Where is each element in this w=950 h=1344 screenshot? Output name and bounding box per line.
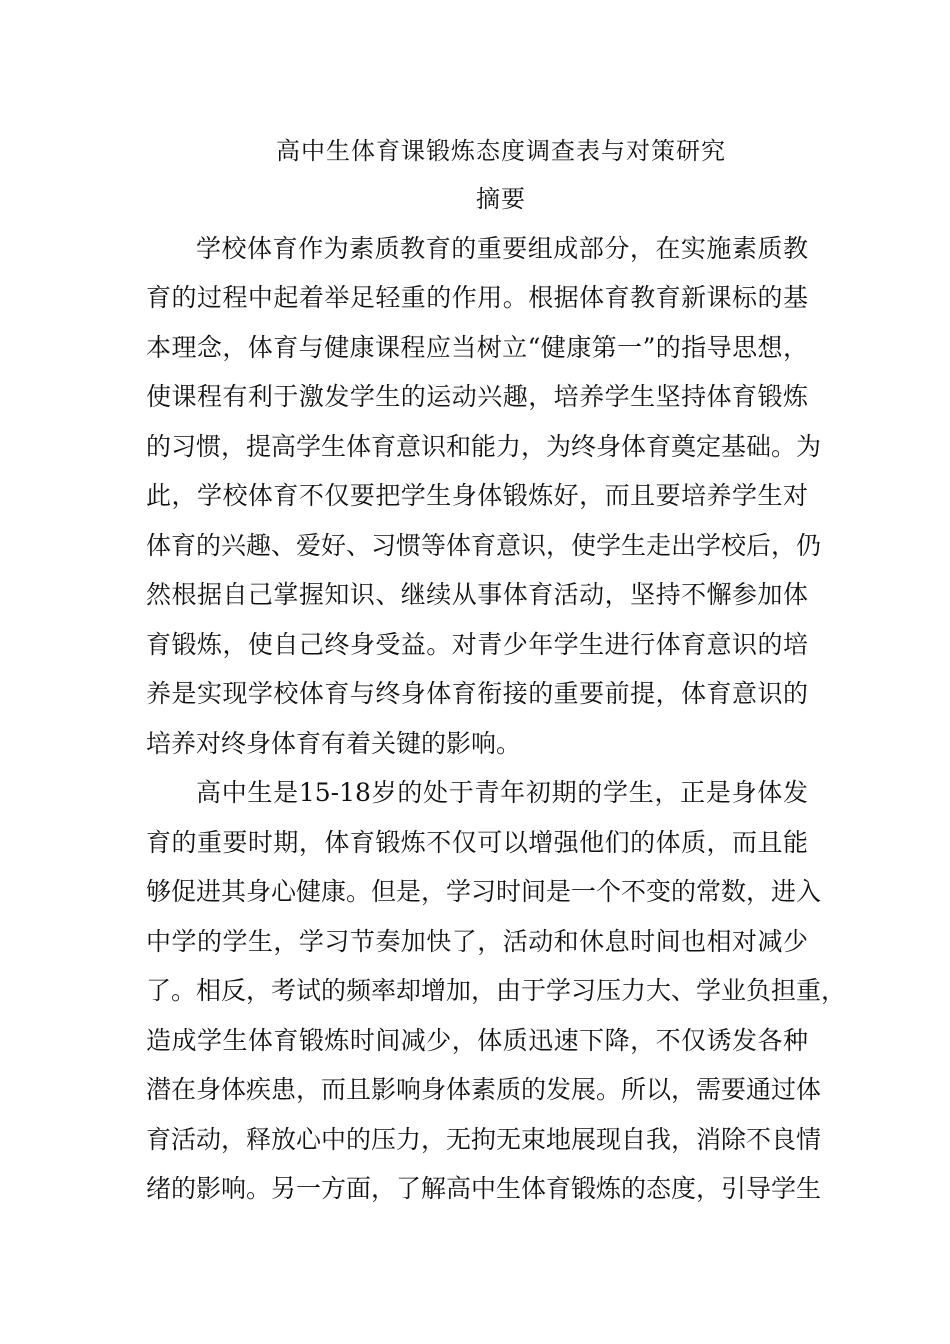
- paragraph-1-line-11: 培养对终身体育有着关键的影响。: [146, 729, 522, 758]
- paragraph-1-line-10: 养是实现学校体育与终身体育衔接的重要前提，体育意识的: [146, 679, 808, 708]
- document-title: 高中生体育课锻炼态度调查表与对策研究: [276, 137, 726, 165]
- paragraph-2-line-1: 高中生是15-18岁的处于青年初期的学生，正是身体发: [196, 778, 808, 807]
- paragraph-2-line-2: 育的重要时期，体育锻炼不仅可以增强他们的体质，而且能: [146, 828, 808, 857]
- paragraph-2-line-6: 造成学生体育锻炼时间减少，体质迅速下降，不仅诱发各种: [146, 1026, 808, 1055]
- paragraph-1-line-9: 育锻炼，使自己终身受益。对青少年学生进行体育意识的培: [146, 630, 808, 659]
- paragraph-1-line-7: 体育的兴趣、爱好、习惯等体育意识，使学生走出学校后，仍: [146, 531, 822, 560]
- paragraph-2-line-5: 了。相反，考试的频率却增加，由于学习压力大、学业负担重，: [146, 976, 847, 1005]
- paragraph-2-line-4: 中学的学生，学习节奏加快了，活动和休息时间也相对减少: [146, 927, 808, 956]
- paragraph-1-line-6: 此，学校体育不仅要把学生身体锻炼好，而且要培养学生对: [146, 481, 808, 510]
- paragraph-1-line-4: 使课程有利于激发学生的运动兴趣，培养学生坚持体育锻炼: [146, 382, 808, 411]
- paragraph-1-line-2: 育的过程中起着举足轻重的作用。根据体育教育新课标的基: [146, 283, 808, 312]
- paragraph-2-line-9: 绪的影响。另一方面，了解高中生体育锻炼的态度，引导学生: [146, 1174, 822, 1203]
- paragraph-2-line-7: 潜在身体疾患，而且影响身体素质的发展。所以，需要通过体: [146, 1075, 822, 1104]
- abstract-heading: 摘要: [476, 185, 526, 213]
- paragraph-1-line-5: 的习惯，提高学生体育意识和能力，为终身体育奠定基础。为: [146, 432, 822, 461]
- paragraph-1-line-8: 然根据自己掌握知识、继续从事体育活动，坚持不懈参加体: [146, 580, 808, 609]
- paragraph-2-line-3: 够促进其身心健康。但是，学习时间是一个不变的常数，进入: [146, 877, 822, 906]
- paragraph-1-line-1: 学校体育作为素质教育的重要组成部分，在实施素质教: [196, 234, 808, 263]
- paragraph-2-line-8: 育活动，释放心中的压力，无拘无束地展现自我，消除不良情: [146, 1125, 822, 1154]
- paragraph-1-line-3: 本理念，体育与健康课程应当树立“健康第一”的指导思想，: [146, 333, 808, 362]
